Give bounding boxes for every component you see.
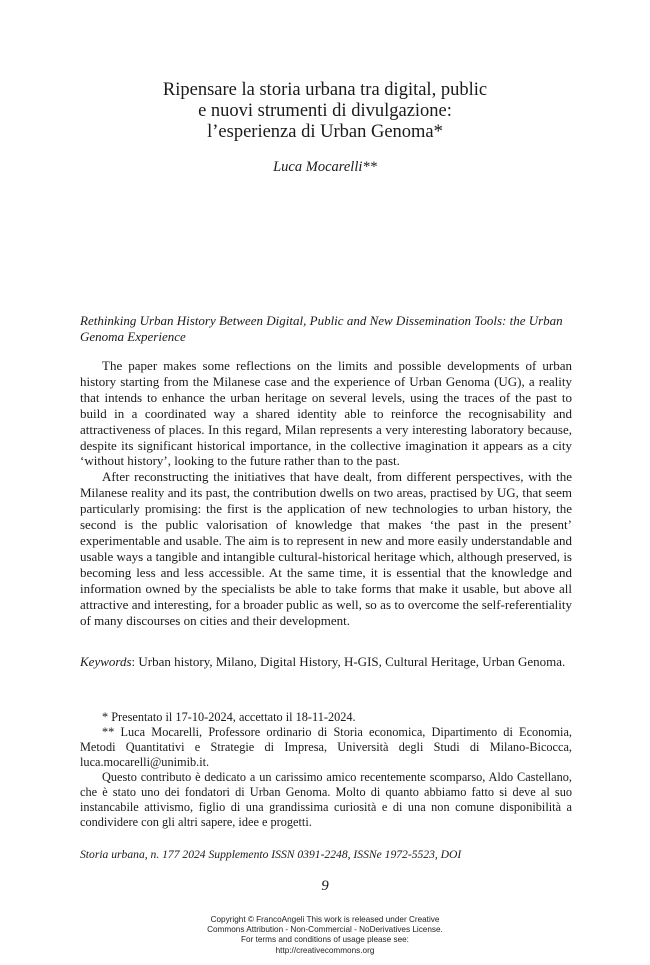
title-line: e nuovi strumenti di divulgazione: <box>198 101 452 121</box>
keywords-label: Keywords <box>80 654 132 669</box>
copyright-line: Copyright © FrancoAngeli This work is released under Creative <box>210 915 440 924</box>
abstract-paragraph: The paper makes some reflections on the limits and possible developments of urban history starting from the Milanese case and the experience of Urban Genoma (UG), a reality that intends to enhance the urban heritage on several levels, using the traces of the past to build in a coordinated way a shared identity able to reinforce the recognisability and attractiveness of places. In this regard, Milan represents a very interesting laboratory because, despite its significant historical importance, in the collective imagination it appears as a city ‘without history’, looking to the future rather than to the past. <box>80 358 572 469</box>
keywords-text: : Urban history, Milano, Digital History, H-GIS, Cultural Heritage, Urban Genoma. <box>131 654 566 669</box>
footnote: ** Luca Mocarelli, Professore ordinario di Storia economica, Dipartimento di Economia, Metodi Quantitativi e Strategie di Impresa, Università degli Studi di Milano-Bicocca, luca.mocarelli@unimib.it. <box>80 725 572 769</box>
title-line: l’esperienza di Urban Genoma* <box>207 122 443 142</box>
footnotes <box>80 710 572 830</box>
author-name: Luca Mocarelli** <box>273 159 377 175</box>
copyright-notice <box>0 915 650 956</box>
article-title <box>80 80 570 143</box>
copyright-line: For terms and conditions of usage please see: <box>241 935 409 945</box>
page-number: 9 <box>321 878 329 894</box>
footnote: * Presentato il 17-10-2024, accettato il 18-11-2024. <box>102 710 356 724</box>
journal-citation: Storia urbana, n. 177 2024 Supplemento ISSN 0391-2248, ISSNe 1972-5523, DOI <box>80 848 462 861</box>
copyright-line: Commons Attribution - Non-Commercial - NoDerivatives License. <box>207 925 443 935</box>
abstract-english-title: Rethinking Urban History Between Digital, Public and New Dissemination Tools: the Urban Genoma Experience <box>80 313 563 344</box>
copyright-link[interactable]: http://creativecommons.org <box>275 945 375 955</box>
keywords <box>80 654 572 670</box>
abstract-body <box>80 358 572 628</box>
footnote: Questo contributo è dedicato a un carissimo amico recentemente scomparso, Aldo Castellano, che è stato uno dei fondatori di Urban Genoma. Molto di quanto abbiamo fatto si deve al suo instancabile attivismo, figlio di una grandissima curiosità e di una non comune disponibilità a condividere con gli altri sapere, idee e progetti. <box>80 770 572 829</box>
abstract-paragraph: After reconstructing the initiatives that have dealt, from different perspectives, with the Milanese reality and its past, the contribution dwells on two areas, practised by UG, that seem particularly promising: the first is the application of new technologies to urban history, the second is the public valorisation of knowledge that makes ‘the past in the present’ experimentable and usable. The aim is to represent in new and more easily understandable and usable ways a tangible and intangible cultural-historical heritage which, although preserved, is becoming less and less accessible. At the same time, it is essential that the knowledge and information owned by the specialists be able to take forms that make it usable, but above all attractive and interesting, for a broader public as well, so as to overcome the self-referentiality of many discourses on cities and their development. <box>80 469 572 628</box>
title-line: Ripensare la storia urbana tra digital, public <box>162 80 488 100</box>
